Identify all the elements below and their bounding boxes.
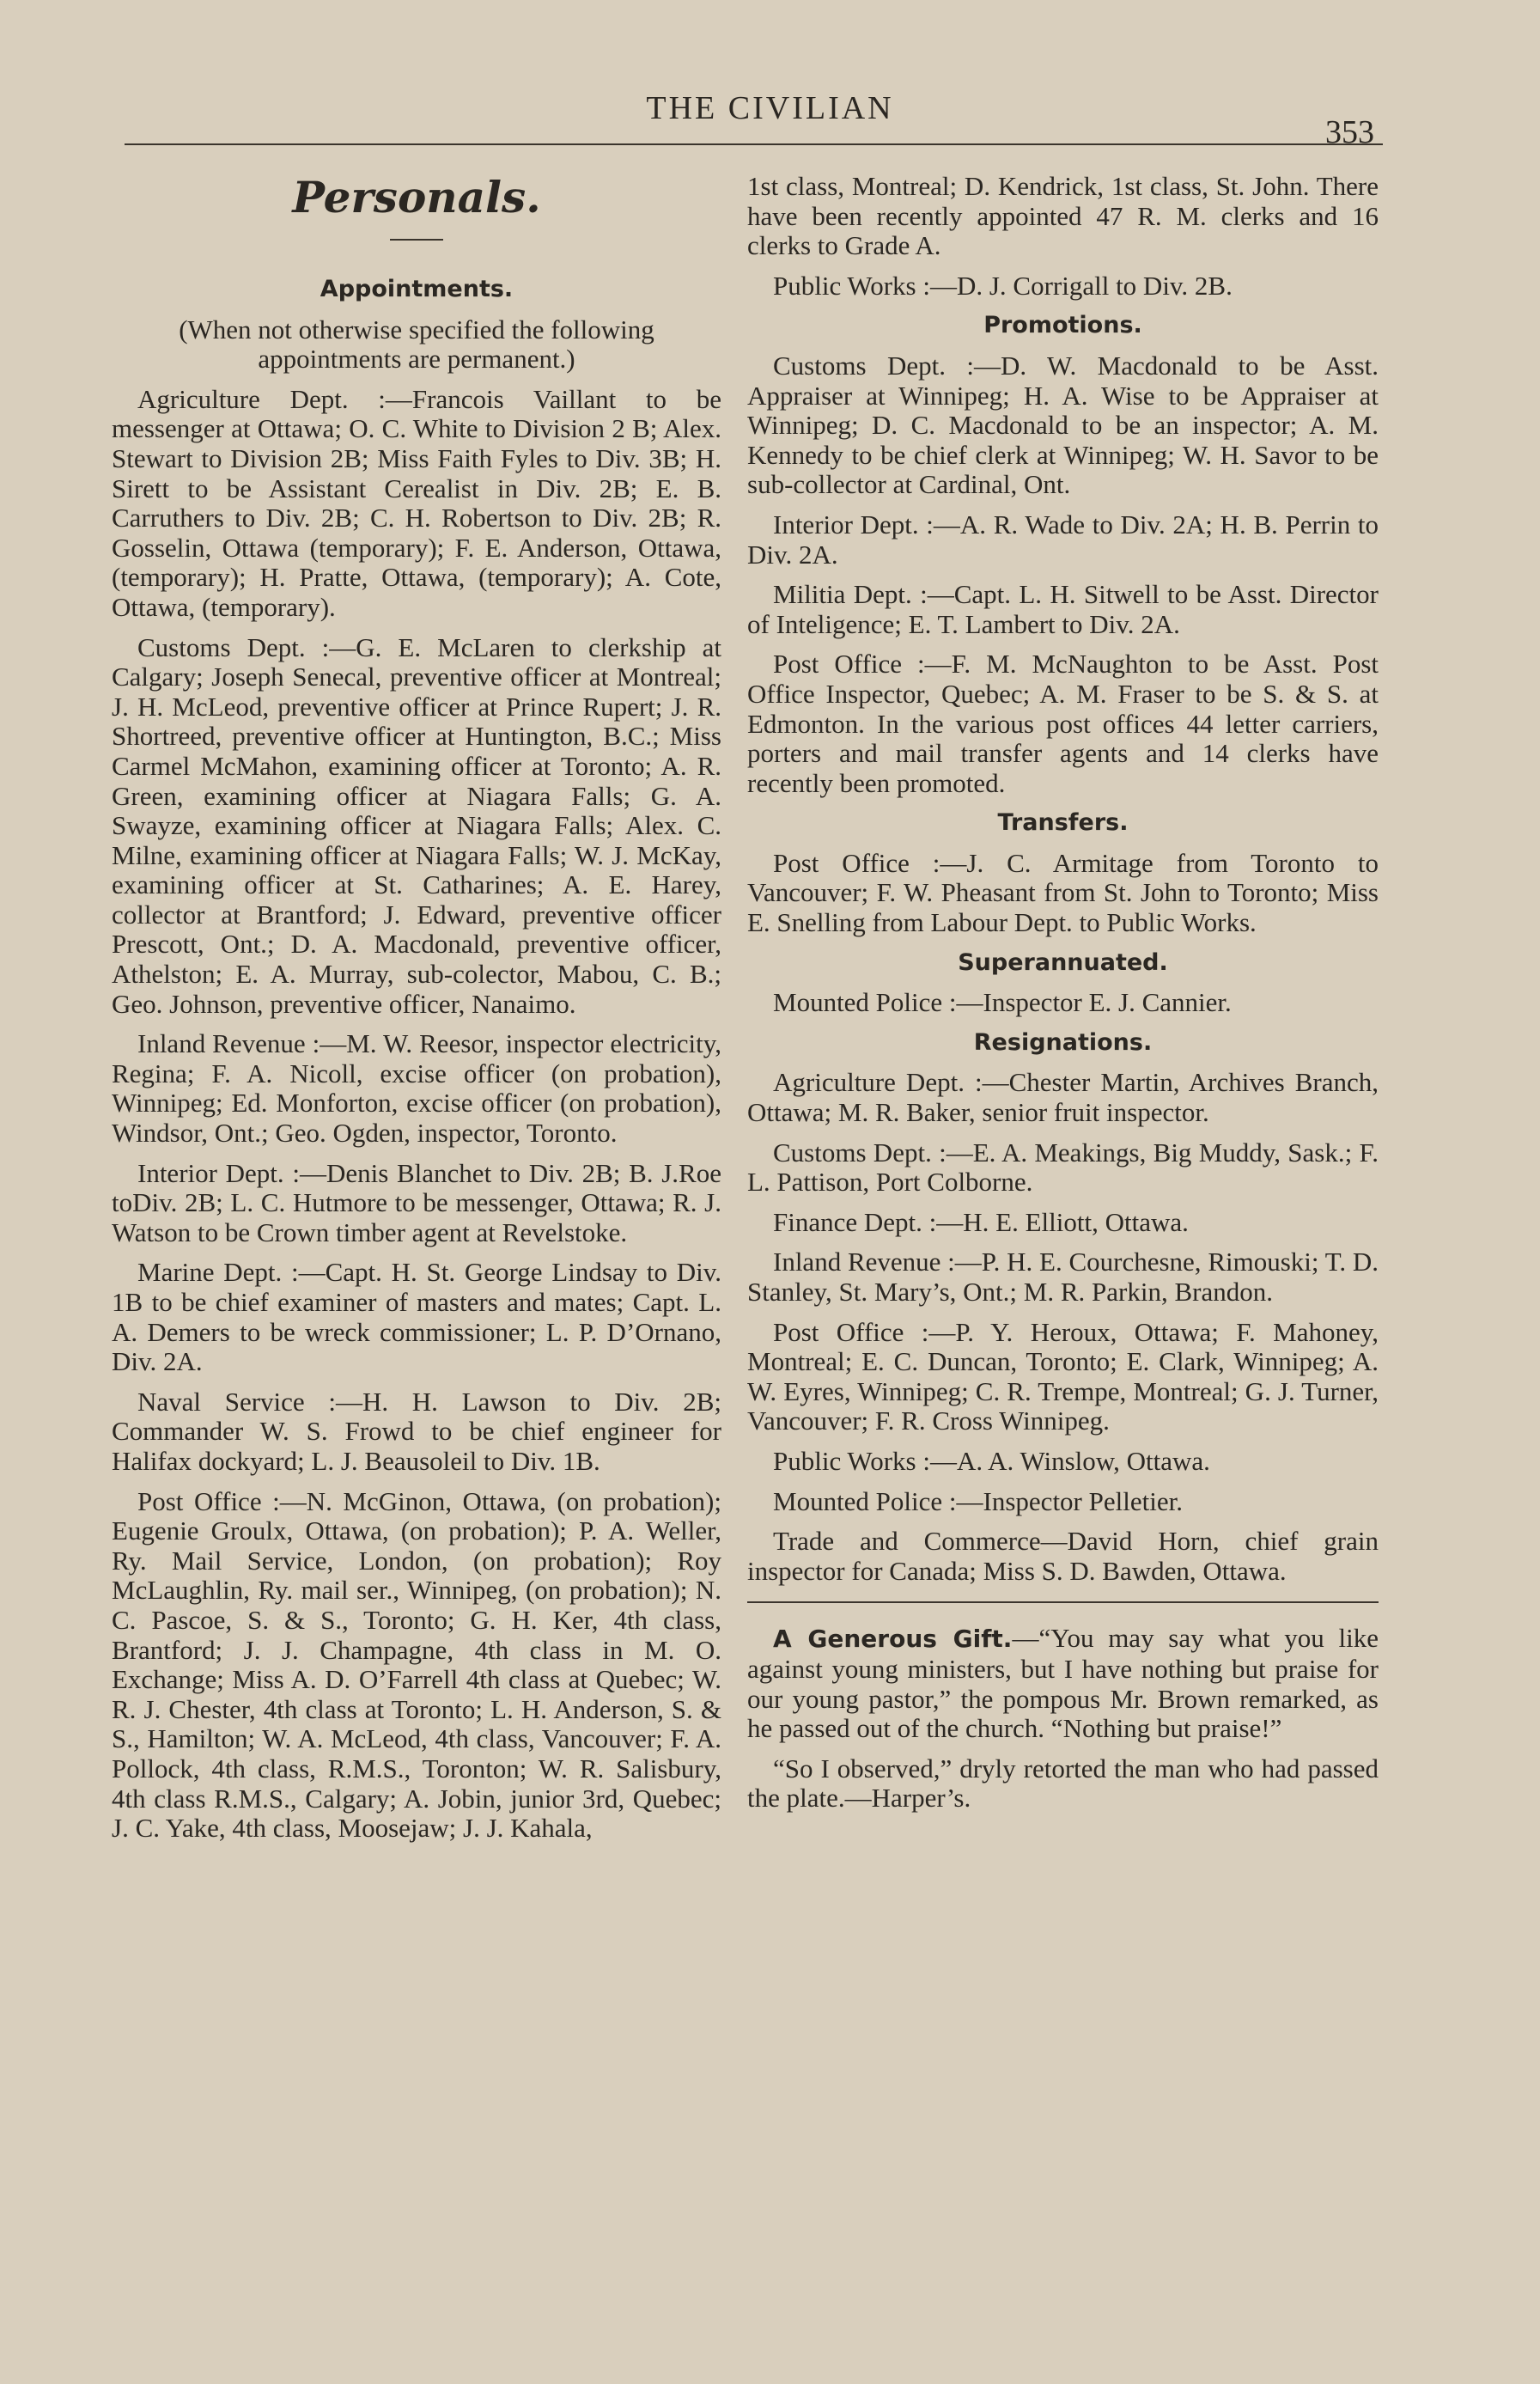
paragraph: Trade and Commerce—David Horn, chief grain inspector for Canada; Miss S. D. Bawden, Ottawa.	[747, 1526, 1379, 1586]
right-column	[747, 172, 1379, 1824]
paragraph: Agriculture Dept. :—Chester Martin, Archives Branch, Ottawa; M. R. Baker, senior fruit inspector.	[747, 1067, 1379, 1128]
paragraph: Finance Dept. :—H. E. Elliott, Ottawa.	[773, 1206, 1189, 1237]
paragraph: Public Works :—D. J. Corrigall to Div. 2B.	[773, 270, 1233, 301]
appointments-note: (When not otherwise specified the following appointments are permanent.)	[179, 314, 654, 375]
paragraph: Militia Dept. :—Capt. L. H. Sitwell to be Asst. Director of Inteligence; E. T. Lambert to Div. 2A.	[747, 579, 1379, 639]
column-rule	[747, 1601, 1379, 1603]
paragraph: Post Office :—J. C. Armitage from Toronto to Vancouver; F. W. Pheasant from St. John to Toronto; Miss E. Snelling from Labour Dept. to Public Works.	[747, 847, 1379, 938]
paragraph: Customs Dept. :—G. E. McLaren to clerkship at Calgary; Joseph Senecal, preventive officer at Montreal; J. H. McLeod, preventive officer at Prince Rupert; J. R. Shortreed, preventive officer at Huntington, B.C.; Miss Carmel McMahon, examining officer at Toronto; A. R. Green, examining officer at Niagara Falls; G. A. Swayze, examining officer at Niagara Falls; Alex. C. Milne, examining officer at Niagara Falls; W. J. McKay, examining officer at St. Catharines; A. E. Harey, collector at Brantford; J. Edward, preventive officer Prescott, Ont.; D. A. Macdonald, preventive officer, Athelston; E. A. Murray, sub-colector, Mabou, C. B.; Geo. Johnson, preventive officer, Nanaimo.	[112, 631, 721, 1019]
transfers-heading: Transfers.	[997, 809, 1129, 837]
paragraph: Interior Dept. :—Denis Blanchet to Div. 2B; B. J.Roe toDiv. 2B; L. C. Hutmore to be messenger, Ottawa; R. J. Watson to be Crown timber agent at Revelstoke.	[112, 1157, 721, 1247]
running-head: THE CIVILIAN	[646, 90, 894, 126]
paragraph: Post Office :—F. M. McNaughton to be Asst. Post Office Inspector, Quebec; A. M. Fraser to be S. & S. at Edmonton. In the various post offices 44 letter carriers, porters and mail transfer agents and 14 clerks have recently been promoted.	[747, 649, 1379, 798]
appointments-heading: Appointments.	[320, 276, 514, 302]
promotions-heading: Promotions.	[983, 312, 1142, 339]
superannuated-heading: Superannuated.	[958, 948, 1168, 976]
page-number: 353	[1325, 114, 1374, 150]
title-rule	[390, 239, 443, 241]
paragraph: Interior Dept. :—A. R. Wade to Div. 2A; H. B. Perrin to Div. 2A.	[747, 509, 1379, 570]
paragraph: Post Office :—P. Y. Heroux, Ottawa; F. Mahoney, Montreal; E. C. Duncan, Toronto; E. Clark, Winnipeg; A. W. Eyres, Winnipeg; C. R. Trempe, Montreal; G. J. Turner, Vancouver; F. R. Cross Winnipeg.	[747, 1316, 1379, 1436]
paragraph: Customs Dept. :—E. A. Meakings, Big Muddy, Sask.; F. L. Pattison, Port Colborne.	[747, 1137, 1379, 1198]
paragraph: Customs Dept. :—D. W. Macdonald to be Asst. Appraiser at Winnipeg; H. A. Wise to be Appraiser at Winnipeg; D. C. Macdonald to be an inspector; A. M. Kennedy to be chief clerk at Winnipeg; W. H. Savor to be sub-collector at Cardinal, Ont.	[747, 350, 1379, 500]
paragraph: Mounted Police :—Inspector E. J. Cannier.	[773, 987, 1232, 1018]
gift-text: —“You may say what you like against young ministers, but I have nothing but praise for our young pastor,” the pompous Mr. Brown remarked, as he passed out of the church. “Nothing but praise!”	[747, 1623, 1379, 1744]
paragraph: Public Works :—A. A. Winslow, Ottawa.	[773, 1445, 1210, 1476]
section-title: Personals.	[292, 172, 541, 223]
paragraph: Inland Revenue :—P. H. E. Courchesne, Rimouski; T. D. Stanley, St. Mary’s, Ont.; M. R. Parkin, Brandon.	[747, 1247, 1379, 1307]
paragraph: Mounted Police :—Inspector Pelletier.	[773, 1485, 1183, 1516]
paragraph: Naval Service :—H. H. Lawson to Div. 2B; Commander W. S. Frowd to be chief engineer for Halifax dockyard; L. J. Beausoleil to Div. 1B.	[112, 1386, 721, 1476]
resignations-heading: Resignations.	[973, 1028, 1153, 1056]
paragraph: 1st class, Montreal; D. Kendrick, 1st class, St. John. There have been recently appointed 47 R. M. clerks and 16 clerks to Grade A.	[747, 171, 1379, 261]
paragraph: Marine Dept. :—Capt. H. St. George Lindsay to Div. 1B to be chief examiner of masters and mates; Capt. L. A. Demers to be wreck commissioner; L. P. D’Ornano, Div. 2A.	[112, 1257, 721, 1377]
paragraph: Agriculture Dept. :—Francois Vaillant to be messenger at Ottawa; O. C. White to Division 2 B; Alex. Stewart to Division 2B; Miss Faith Fyles to Div. 3B; H. Sirett to be Assistant Cerealist in Div. 2B; E. B. Carruthers to Div. 2B; C. H. Robertson to Div. 2B; R. Gosselin, Ottawa (temporary); F. E. Anderson, Ottawa, (temporary); H. Pratte, Ottawa, (temporary); A. Cote, Ottawa, (temporary).	[112, 383, 721, 622]
paragraph: “So I observed,” dryly retorted the man who had passed the plate.—Harper’s.	[747, 1753, 1379, 1814]
gift-title: A Generous Gift.	[773, 1625, 1013, 1654]
paragraph: Inland Revenue :—M. W. Reesor, inspector electricity, Regina; F. A. Nicoll, excise officer (on probation), Winnipeg; Ed. Monforton, excise officer (on probation), Windsor, Ont.; Geo. Ogden, inspector, Toronto.	[112, 1028, 721, 1149]
header-rule	[125, 143, 1383, 145]
paragraph: Post Office :—N. McGinon, Ottawa, (on probation); Eugenie Groulx, Ottawa, (on probation); P. A. Weller, Ry. Mail Service, London, (on probation); Roy McLaughlin, Ry. mail ser., Winnipeg, (on probation); N. C. Pascoe, S. & S., Toronto; G. H. Ker, 4th class, Brantford; J. J. Champagne, 4th class in M. O. Exchange; Miss A. D. O’Farrell 4th class at Quebec; W. R. J. Chester, 4th class at Toronto; L. H. Anderson, S. & S., Hamilton; W. A. McLeod, 4th class, Vancouver; F. A. Pollock, 4th class, R.M.S., Toronton; W. R. Salisbury, 4th class R.M.S., Calgary; A. Jobin, junior 3rd, Quebec; J. C. Yake, 4th class, Moosejaw; J. J. Kahala,	[112, 1485, 721, 1844]
gift-paragraph	[747, 1624, 1379, 1743]
left-column	[112, 172, 721, 1854]
